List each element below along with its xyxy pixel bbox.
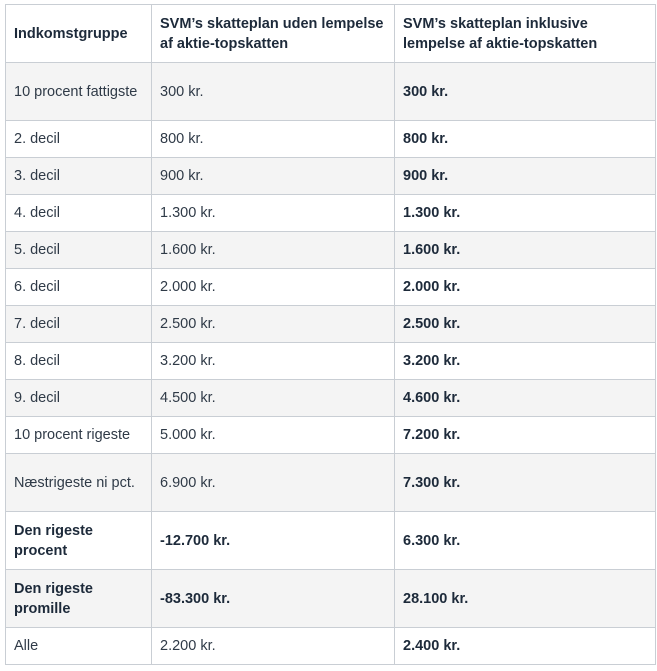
without-relief-cell: 1.300 kr. [152, 195, 395, 232]
group-cell: 9. decil [6, 380, 152, 417]
with-relief-cell: 900 kr. [395, 158, 656, 195]
with-relief-cell: 2.000 kr. [395, 269, 656, 306]
without-relief-cell: 2.200 kr. [152, 628, 395, 665]
group-cell: 5. decil [6, 232, 152, 269]
with-relief-cell: 7.300 kr. [395, 454, 656, 512]
group-cell: 2. decil [6, 121, 152, 158]
without-relief-cell: 4.500 kr. [152, 380, 395, 417]
header-plan-without-relief: SVM’s skatteplan uden lempelse af aktie-topskatten [152, 5, 395, 63]
table-row [6, 232, 656, 269]
without-relief-cell: -12.700 kr. [152, 512, 395, 570]
with-relief-cell: 3.200 kr. [395, 343, 656, 380]
table-body [6, 63, 656, 665]
group-cell: Den rigeste promille [6, 570, 152, 628]
with-relief-cell: 28.100 kr. [395, 570, 656, 628]
header-plan-with-relief: SVM’s skatteplan inklusive lempelse af aktie-topskatten [395, 5, 656, 63]
without-relief-cell: 1.600 kr. [152, 232, 395, 269]
group-cell: Næstrigeste ni pct. [6, 454, 152, 512]
table-row [6, 306, 656, 343]
table-row [6, 121, 656, 158]
table-row [6, 417, 656, 454]
table-row [6, 343, 656, 380]
group-cell: 10 procent fattigste [6, 63, 152, 121]
group-cell: 8. decil [6, 343, 152, 380]
table-row [6, 570, 656, 628]
group-cell: 4. decil [6, 195, 152, 232]
group-cell: 6. decil [6, 269, 152, 306]
with-relief-cell: 1.600 kr. [395, 232, 656, 269]
without-relief-cell: 900 kr. [152, 158, 395, 195]
with-relief-cell: 1.300 kr. [395, 195, 656, 232]
table-header [6, 5, 656, 63]
table-row [6, 454, 656, 512]
table-row [6, 628, 656, 665]
with-relief-cell: 7.200 kr. [395, 417, 656, 454]
without-relief-cell: -83.300 kr. [152, 570, 395, 628]
without-relief-cell: 5.000 kr. [152, 417, 395, 454]
header-row [6, 5, 656, 63]
with-relief-cell: 300 kr. [395, 63, 656, 121]
table-row [6, 512, 656, 570]
group-cell: 10 procent rigeste [6, 417, 152, 454]
table-row [6, 158, 656, 195]
table-row [6, 380, 656, 417]
group-cell: 7. decil [6, 306, 152, 343]
group-cell: Alle [6, 628, 152, 665]
without-relief-cell: 3.200 kr. [152, 343, 395, 380]
without-relief-cell: 6.900 kr. [152, 454, 395, 512]
table-row [6, 195, 656, 232]
without-relief-cell: 2.000 kr. [152, 269, 395, 306]
group-cell: Den rigeste procent [6, 512, 152, 570]
without-relief-cell: 800 kr. [152, 121, 395, 158]
without-relief-cell: 300 kr. [152, 63, 395, 121]
with-relief-cell: 6.300 kr. [395, 512, 656, 570]
group-cell: 3. decil [6, 158, 152, 195]
table-row [6, 63, 656, 121]
table-row [6, 269, 656, 306]
header-income-group: Indkomstgruppe [6, 5, 152, 63]
income-table [5, 4, 656, 665]
with-relief-cell: 800 kr. [395, 121, 656, 158]
with-relief-cell: 2.500 kr. [395, 306, 656, 343]
without-relief-cell: 2.500 kr. [152, 306, 395, 343]
with-relief-cell: 4.600 kr. [395, 380, 656, 417]
with-relief-cell: 2.400 kr. [395, 628, 656, 665]
